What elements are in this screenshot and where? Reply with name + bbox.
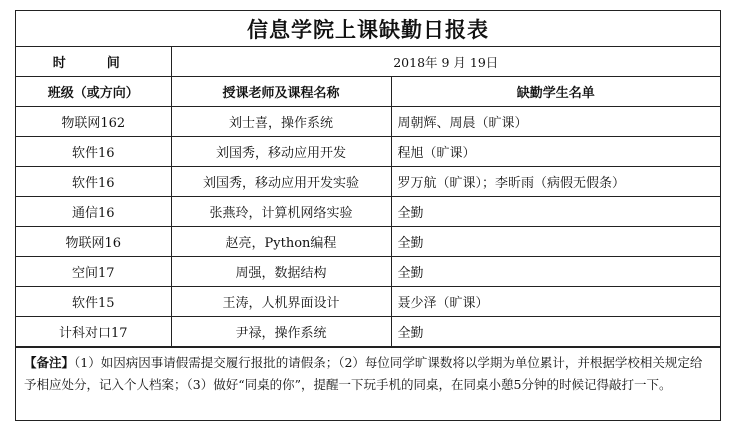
report-date: 2018年 9 月 19日 [171,47,720,77]
absent-cell: 罗万航（旷课）；李昕雨（病假无假条） [391,167,720,197]
class-cell: 物联网162 [16,107,171,137]
header-class: 班级（或方向） [16,77,171,107]
absent-cell: 周朝辉、周晨（旷课） [391,107,720,137]
table-row [16,227,720,257]
class-cell: 物联网16 [16,227,171,257]
header-row [16,77,720,107]
table-row [16,287,720,317]
teacher-course-cell: 尹禄，操作系统 [171,317,391,347]
absent-cell: 全勤 [391,257,720,287]
time-label: 时 间 [16,47,171,77]
table-row [16,317,720,347]
class-cell: 空间17 [16,257,171,287]
report-title: 信息学院上课缺勤日报表 [16,11,720,47]
absent-cell: 全勤 [391,227,720,257]
table-row [16,257,720,287]
class-cell: 软件15 [16,287,171,317]
class-cell: 软件16 [16,167,171,197]
header-absent: 缺勤学生名单 [391,77,720,107]
absent-cell: 聂少泽（旷课） [391,287,720,317]
table-row [16,107,720,137]
table-row [16,197,720,227]
notes-text: （1）如因病因事请假需提交履行报批的请假条；（2）每位同学旷课数将以学期为单位累计，并根据学校相关规定给予相应处分，记入个人档案；（3）做好“同桌的你”，提醒一下玩手机的同桌，在同桌小憩5分钟的时候记得敲打一下。 [24,355,703,392]
absent-cell: 程旭（旷课） [391,137,720,167]
teacher-course-cell: 刘国秀，移动应用开发 [171,137,391,167]
class-cell: 计科对口17 [16,317,171,347]
absent-cell: 全勤 [391,317,720,347]
date-row [16,47,720,77]
absent-cell: 全勤 [391,197,720,227]
class-cell: 通信16 [16,197,171,227]
teacher-course-cell: 赵亮，Python编程 [171,227,391,257]
teacher-course-cell: 张燕玲，计算机网络实验 [171,197,391,227]
table-row [16,137,720,167]
absence-report-table [16,11,720,347]
notes-tag: 【备注】 [24,355,75,370]
header-teacher-course: 授课老师及课程名称 [171,77,391,107]
teacher-course-cell: 刘士喜，操作系统 [171,107,391,137]
teacher-course-cell: 刘国秀，移动应用开发实验 [171,167,391,197]
teacher-course-cell: 周强，数据结构 [171,257,391,287]
notes-section [16,347,720,420]
class-cell: 软件16 [16,137,171,167]
table-row [16,167,720,197]
teacher-course-cell: 王涛，人机界面设计 [171,287,391,317]
title-row [16,11,720,47]
absence-report-sheet [15,10,721,421]
